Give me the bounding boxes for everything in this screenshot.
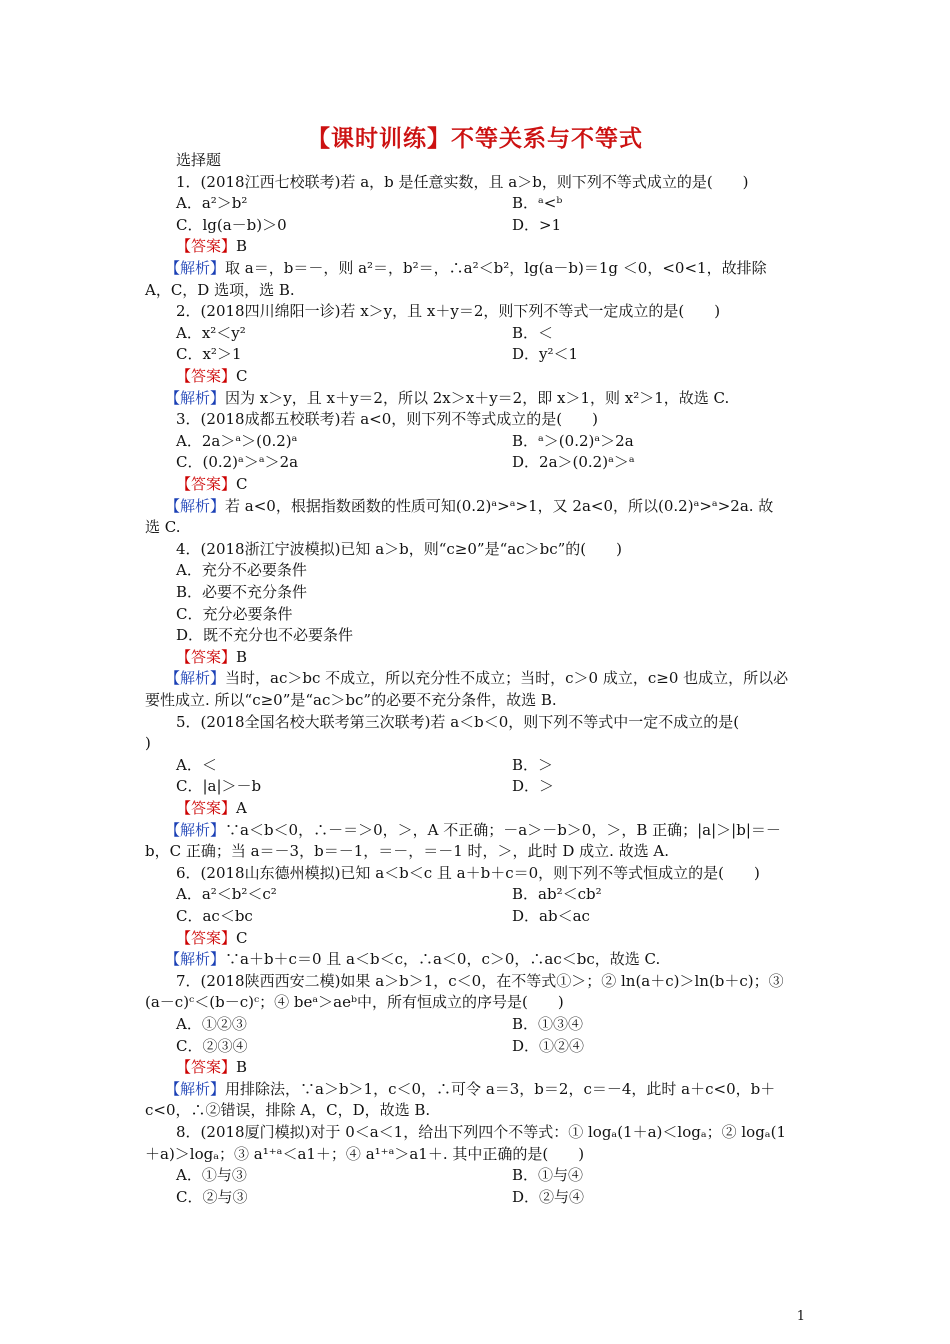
- question-text: 2．(2018四川绵阳一诊)若 x＞y，且 x＋y＝2，则下列不等式一定成立的是( ): [176, 302, 721, 321]
- option-right: D．②与④: [512, 1187, 585, 1206]
- analysis-label: 【解析】: [165, 820, 226, 839]
- continuation-text: 选 C.: [145, 518, 181, 537]
- page-number: 1: [796, 1309, 805, 1324]
- section-heading: 选择题: [176, 151, 222, 169]
- option-left: A．a²＜b²＜c²: [176, 885, 277, 904]
- analysis-line: [165, 496, 805, 518]
- answer-label: 【答案】: [176, 799, 237, 817]
- analysis-label: 【解析】: [165, 1079, 226, 1098]
- analysis-line: [165, 949, 805, 971]
- option-line: C．充分必要条件: [176, 604, 293, 623]
- continuation-text: 要性成立. 所以“c≥0”是“ac＞bc”的必要不充分条件，故选 B.: [145, 691, 557, 709]
- option-right: B．ab²＜cb²: [512, 885, 602, 904]
- answer-value: A: [236, 799, 247, 817]
- answer-line: [176, 798, 805, 820]
- option-right: D．>1: [512, 215, 562, 234]
- continuation-text: (a－c)ᶜ＜(b－c)ᶜ；④ beᵃ＞aeᵇ中，所有恒成立的序号是( ): [145, 993, 564, 1012]
- analysis-line: [165, 668, 805, 690]
- continuation-text: ): [145, 734, 151, 753]
- question-text: 8．(2018厦门模拟)对于 0＜a＜1，给出下列四个不等式：① logₐ(1＋a)＜logₐ；② logₐ(1: [176, 1123, 786, 1141]
- analysis-text: 当时，ac＞bc 不成立，所以充分性不成立；当时，c＞0 成立，c≥0 也成立，所以必: [225, 669, 789, 688]
- option-left: A．①与③: [176, 1166, 247, 1185]
- page-title: 【课时训练】不等关系与不等式: [307, 126, 643, 152]
- option-right: D．ab＜ac: [512, 907, 590, 925]
- analysis-line: [165, 258, 805, 280]
- option-left: C．ac＜bc: [176, 907, 253, 925]
- option-right: B．ᵃ＞(0.2)ᵃ＞2a: [512, 431, 634, 450]
- answer-label: 【答案】: [176, 475, 237, 493]
- option-left: C．|a|＞－b: [176, 777, 262, 796]
- continuation-text: A，C，D 选项，选 B.: [145, 280, 295, 299]
- option-left: C．x²＞1: [176, 345, 242, 364]
- answer-line: [176, 474, 805, 496]
- answer-label: 【答案】: [176, 647, 237, 666]
- option-right: B．＞: [512, 755, 554, 774]
- continuation-text: ＋a)＞logₐ；③ a¹⁺ᵃ＜a1＋；④ a¹⁺ᵃ＞a1＋. 其中正确的是( ): [145, 1144, 585, 1163]
- option-left: A．2a＞ᵃ＞(0.2)ᵃ: [176, 431, 298, 450]
- option-left: A．＜: [176, 755, 217, 774]
- option-right: D．y²＜1: [512, 345, 579, 364]
- question-text: 5．(2018全国名校大联考第三次联考)若 a＜b＜0，则下列不等式中一定不成立的是(: [176, 712, 740, 731]
- analysis-text: 若 a<0，根据指数函数的性质可知(0.2)ᵃ>ᵃ>1，又 2a<0，所以(0.2)ᵃ>ᵃ>2a. 故: [225, 496, 774, 515]
- analysis-line: [165, 820, 805, 842]
- analysis-label: 【解析】: [165, 669, 226, 688]
- answer-value: B: [236, 1058, 248, 1077]
- option-right: B．①③④: [512, 1015, 584, 1033]
- option-right: D．①②④: [512, 1036, 585, 1055]
- analysis-line: [165, 1079, 805, 1101]
- option-right: B．＜: [512, 323, 554, 342]
- option-left: A．x²＜y²: [176, 323, 246, 342]
- option-left: C．②与③: [176, 1187, 248, 1206]
- answer-line: [176, 236, 805, 258]
- answer-label: 【答案】: [176, 367, 237, 385]
- analysis-label: 【解析】: [165, 496, 226, 515]
- analysis-line: [165, 388, 805, 410]
- option-line: D．既不充分也不必要条件: [176, 626, 354, 645]
- continuation-text: b，C 正确；当 a＝－3，b＝－1，＝－，＝－1 时，＞，此时 D 成立. 故选 A.: [145, 842, 670, 861]
- answer-value: C: [236, 928, 248, 947]
- answer-value: C: [236, 475, 248, 493]
- answer-line: [176, 366, 805, 388]
- analysis-text: ∵a＋b＋c＝0 且 a＜b＜c，∴a＜0，c＞0，∴ac＜bc，故选 C.: [225, 950, 661, 969]
- analysis-label: 【解析】: [165, 388, 226, 407]
- option-left: A．①②③: [176, 1015, 247, 1033]
- option-left: C．lg(a－b)＞0: [176, 215, 287, 234]
- answer-label: 【答案】: [176, 928, 237, 947]
- analysis-text: 因为 x＞y，且 x＋y＝2，所以 2x＞x＋y＝2，即 x＞1，则 x²＞1，故选 C.: [225, 388, 730, 407]
- answer-value: B: [236, 237, 248, 256]
- option-right: B．①与④: [512, 1166, 584, 1185]
- answer-line: [176, 647, 805, 669]
- analysis-text: 用排除法，∵a＞b＞1，c＜0，∴可令 a＝3，b＝2，c＝－4，此时 a＋c<0，b＋: [225, 1079, 776, 1098]
- question-text: 3．(2018成都五校联考)若 a<0，则下列不等式成立的是( ): [176, 410, 598, 429]
- analysis-label: 【解析】: [165, 950, 226, 969]
- answer-value: C: [236, 367, 248, 385]
- question-text: 4．(2018浙江宁波模拟)已知 a＞b，则“c≥0”是“ac＞bc”的( ): [176, 539, 622, 558]
- answer-value: B: [236, 647, 248, 666]
- option-right: B．ᵃ<ᵇ: [512, 194, 563, 213]
- analysis-label: 【解析】: [165, 259, 226, 277]
- answer-line: [176, 928, 805, 950]
- option-right: D．＞: [512, 777, 555, 796]
- analysis-text: 取 a＝，b＝－，则 a²＝，b²＝，∴a²＜b²，lg(a－b)＝1g ＜0，<0<1，故排除: [225, 259, 767, 277]
- option-line: A．充分不必要条件: [176, 561, 307, 580]
- answer-label: 【答案】: [176, 237, 237, 256]
- question-text: 7．(2018陕西西安二模)如果 a＞b＞1，c＜0，在不等式①＞；② ln(a＋c)＞ln(b＋c)；③: [176, 971, 784, 990]
- option-left: A．a²＞b²: [176, 194, 248, 213]
- continuation-text: c<0，∴②错误，排除 A，C，D，故选 B.: [145, 1101, 431, 1120]
- answer-line: [176, 1057, 805, 1079]
- option-left: C．(0.2)ᵃ＞ᵃ＞2a: [176, 453, 299, 472]
- answer-label: 【答案】: [176, 1058, 237, 1077]
- analysis-text: ∵a＜b＜0，∴－＝＞0，＞，A 不正确；－a＞－b＞0，＞，B 正确；|a|＞|b|＝－: [225, 820, 781, 839]
- option-left: C．②③④: [176, 1036, 248, 1055]
- option-right: D．2a＞(0.2)ᵃ＞ᵃ: [512, 453, 635, 472]
- question-text: 1．(2018江西七校联考)若 a，b 是任意实数，且 a＞b，则下列不等式成立的是( ): [176, 172, 749, 191]
- question-text: 6．(2018山东德州模拟)已知 a＜b＜c 且 a＋b＋c＝0，则下列不等式恒成立的是( ): [176, 863, 760, 882]
- option-line: B．必要不充分条件: [176, 583, 308, 601]
